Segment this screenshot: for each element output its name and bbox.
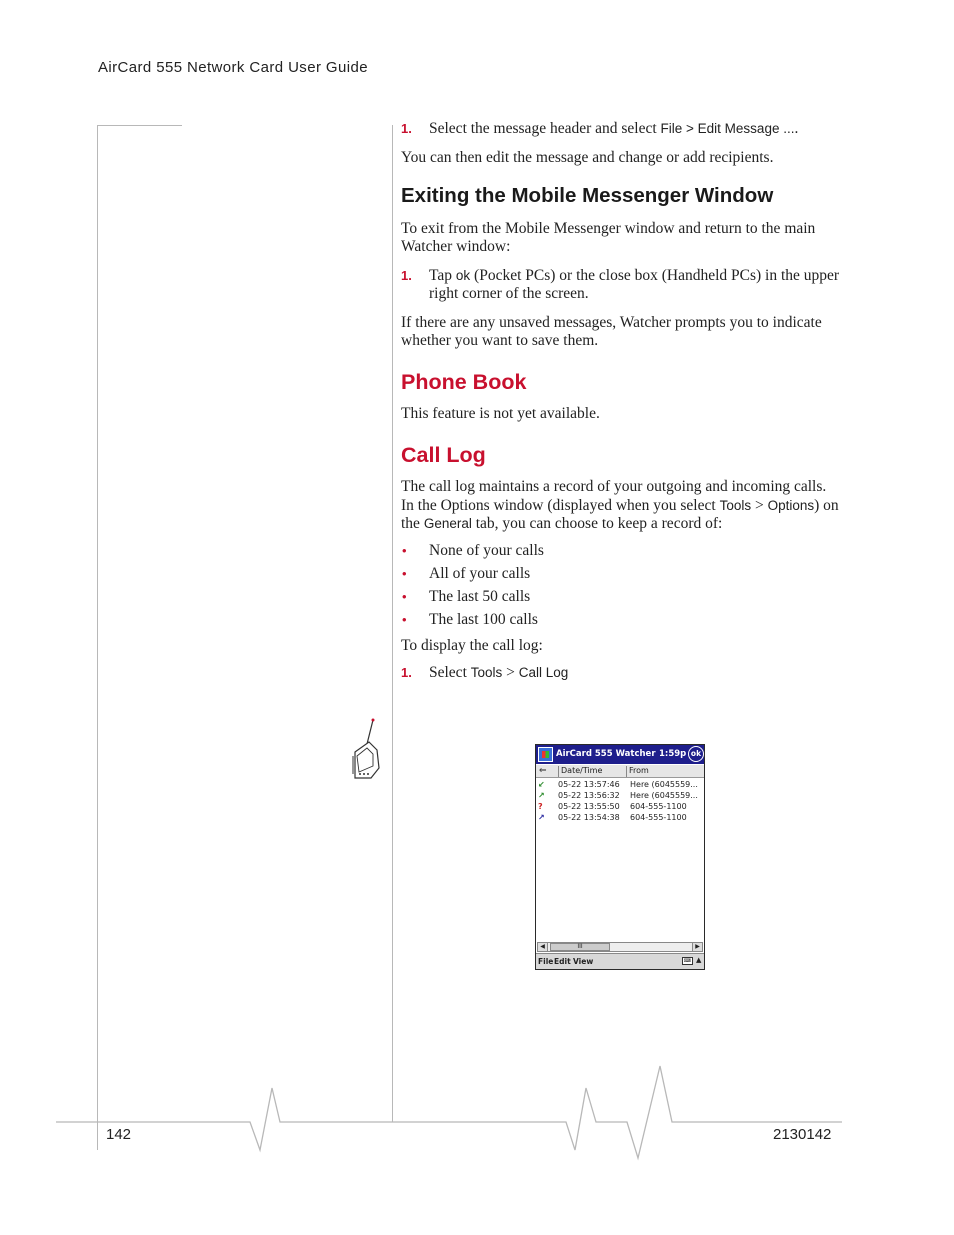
input-panel-up-icon[interactable]: ▲ — [696, 956, 702, 964]
edit-message-step — [401, 120, 841, 139]
step-text-end: . — [794, 120, 799, 137]
exiting-intro: To exit from the Mobile Messenger window and return to the main Watcher window: — [401, 219, 816, 255]
column-header-date-time[interactable]: Date/Time — [558, 766, 626, 777]
list-item — [401, 611, 841, 630]
outgoing-call-icon: ↗ — [538, 813, 545, 822]
list-item-text: None of your calls — [429, 541, 544, 559]
call-time: 05-22 13:55:50 — [558, 802, 620, 811]
call-log-ui-label: Call Log — [518, 664, 569, 680]
step-text: Select the message header and select — [429, 120, 661, 137]
edit-message-followup: You can then edit the message and change or add recipients. — [401, 148, 774, 166]
call-from: 604-555-1100 — [630, 813, 687, 822]
table-row[interactable] — [536, 780, 704, 791]
list-item — [401, 565, 841, 584]
step-text-cont: (Pocket PCs) or the close box (Handheld PCs) in the upper right corner of the screen. — [429, 266, 840, 302]
clock-time: 1:59p — [659, 749, 687, 759]
step-number: 1. — [401, 267, 412, 283]
display-call-log-intro: To display the call log: — [401, 637, 543, 654]
table-row[interactable] — [536, 813, 704, 824]
document-number: 2130142 — [773, 1126, 832, 1143]
scroll-thumb[interactable]: III — [550, 943, 610, 951]
column-header-from[interactable]: From — [626, 766, 704, 777]
menu-view[interactable]: View — [573, 957, 594, 966]
call-from: Here (6045559... — [630, 791, 698, 800]
table-row[interactable] — [536, 802, 704, 813]
heading-phone-book: Phone Book — [401, 369, 527, 394]
list-item-text: The last 100 calls — [429, 610, 538, 628]
page-number: 142 — [106, 1126, 132, 1143]
table-row[interactable] — [536, 791, 704, 802]
menu-bar — [536, 953, 704, 969]
tools-ui-label: Tools — [719, 497, 752, 513]
windows-start-icon[interactable] — [538, 747, 553, 762]
column-divider-rule — [392, 125, 393, 1122]
bullet-icon: • — [402, 542, 407, 558]
list-item — [401, 542, 841, 561]
heading-exiting-mobile-messenger: Exiting the Mobile Messenger Window — [401, 184, 774, 207]
heading-call-log: Call Log — [401, 442, 486, 467]
ok-button[interactable]: ok — [688, 746, 704, 762]
call-from: Here (6045559... — [630, 780, 698, 789]
step-number: 1. — [401, 664, 412, 680]
keyboard-icon[interactable]: ⌨ — [683, 958, 692, 964]
list-item — [401, 588, 841, 607]
back-arrow-icon[interactable]: ⇐ — [539, 766, 547, 776]
list-item-text: The last 50 calls — [429, 587, 531, 605]
outgoing-call-icon: ↗ — [538, 791, 545, 800]
step-text: Select — [429, 663, 471, 681]
horizontal-scrollbar[interactable] — [537, 942, 703, 952]
options-ui-label: Options — [767, 497, 815, 513]
tools-ui-label: Tools — [470, 664, 503, 680]
general-ui-label: General — [423, 516, 472, 531]
separator: > — [751, 496, 768, 514]
bullet-icon: • — [402, 588, 407, 604]
step-number: 1. — [401, 121, 412, 136]
call-time: 05-22 13:54:38 — [558, 813, 620, 822]
scroll-left-icon[interactable]: ◀ — [538, 943, 548, 951]
separator: > — [502, 663, 519, 681]
top-left-rule — [97, 125, 182, 126]
pocket-pc-call-log-screenshot — [535, 744, 705, 970]
handheld-device-icon — [347, 716, 383, 782]
call-time: 05-22 13:56:32 — [558, 791, 620, 800]
bullet-icon: • — [402, 565, 407, 581]
list-header — [536, 765, 704, 778]
menu-path-file-edit-message: File > Edit Message ... — [660, 121, 795, 136]
phone-book-body: This feature is not yet available. — [401, 405, 600, 422]
left-margin-rule — [97, 125, 98, 1150]
exiting-note: If there are any unsaved messages, Watcher prompts you to indicate whether you want to save them. — [401, 313, 822, 349]
bullet-icon: • — [402, 611, 407, 627]
list-item-text: All of your calls — [429, 564, 531, 582]
call-log-intro-text: The call log maintains a record of your outgoing and incoming calls. In the Options window (displayed when you select — [401, 478, 827, 514]
scroll-right-icon[interactable]: ▶ — [692, 943, 702, 951]
call-log-intro — [401, 478, 841, 534]
display-call-log-step — [401, 664, 841, 683]
footer-heartbeat-line — [0, 1060, 954, 1170]
main-content-column — [401, 120, 841, 692]
missed-call-icon: ? — [538, 802, 543, 811]
exiting-step — [401, 267, 841, 304]
ok-ui-label: ok — [455, 267, 471, 283]
app-title: AirCard 555 Watcher — [556, 749, 656, 759]
step-text: Tap — [429, 266, 456, 284]
call-log-intro-text-2: ) on the — [401, 496, 839, 532]
title-bar — [536, 745, 704, 764]
call-time: 05-22 13:57:46 — [558, 780, 620, 789]
menu-file[interactable]: File — [538, 957, 554, 966]
call-from: 604-555-1100 — [630, 802, 687, 811]
incoming-call-icon: ↙ — [538, 780, 545, 789]
running-header-title: AirCard 555 Network Card User Guide — [98, 59, 368, 76]
menu-edit[interactable]: Edit — [554, 957, 571, 966]
call-log-options-list — [401, 542, 841, 630]
call-log-intro-text-3: tab, you can choose to keep a record of: — [471, 515, 723, 532]
